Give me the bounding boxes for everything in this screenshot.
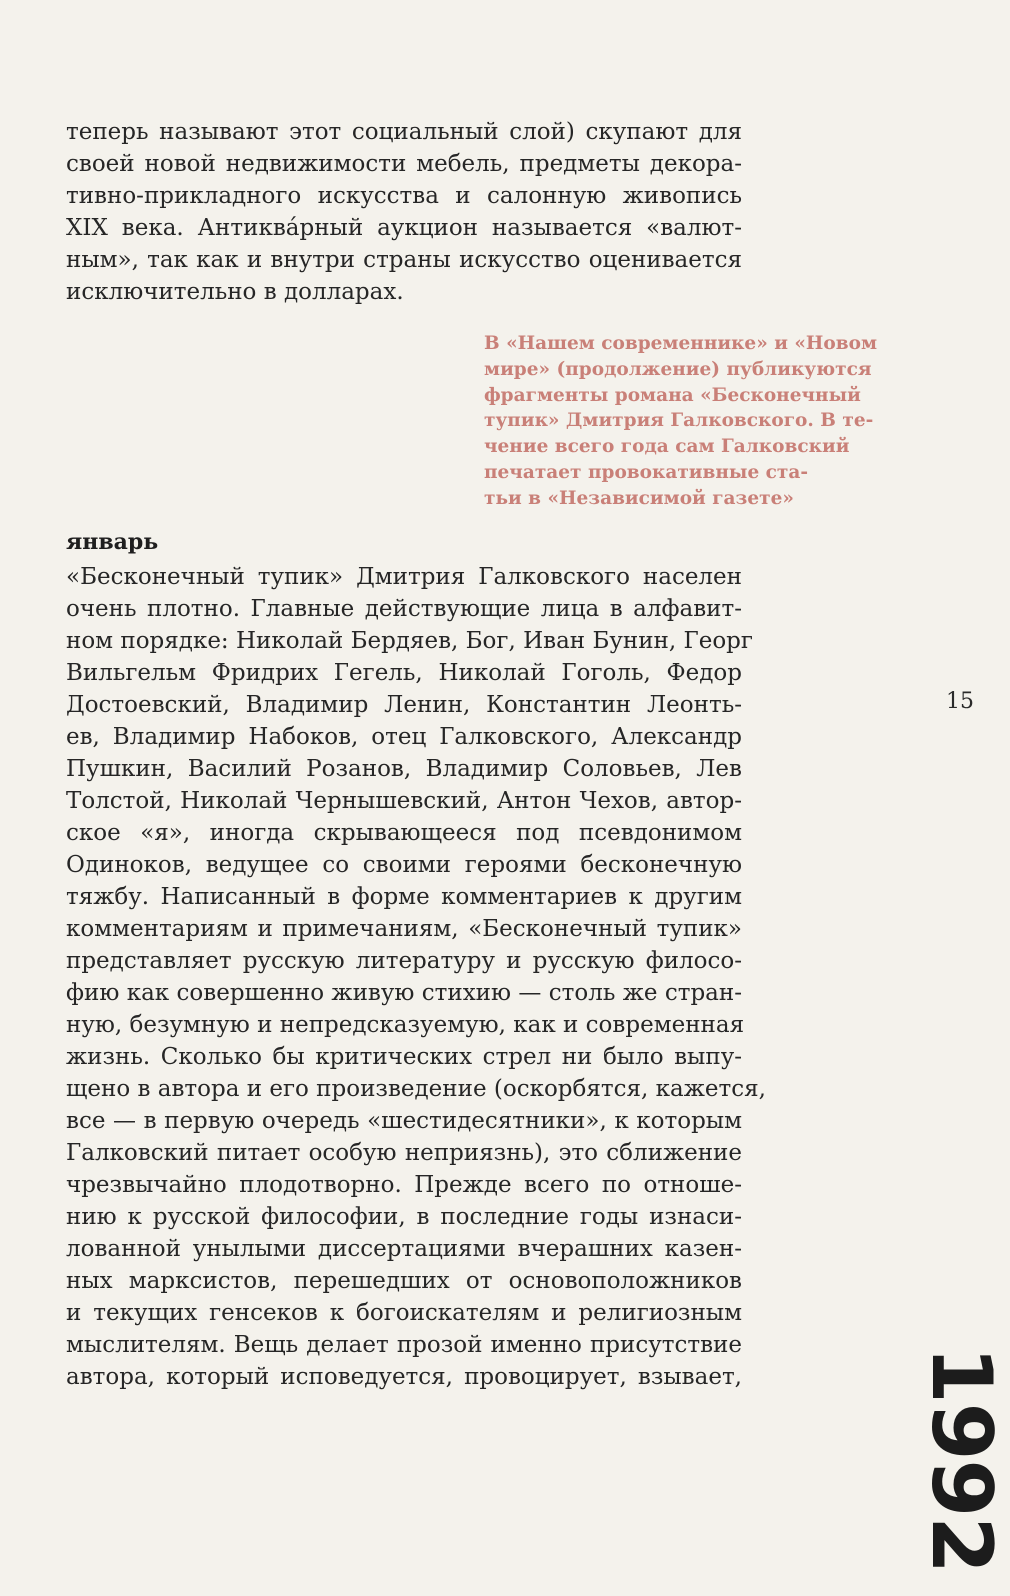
text-line: XIX века. Антиквáрный аукцион называется «валют-	[66, 215, 742, 241]
text-line: тяжбу. Написанный в форме комментариев к другим	[66, 884, 742, 910]
text-line: тивно-прикладного искусства и салонную живопись	[66, 183, 742, 209]
note-line: В «Нашем современнике» и «Новом	[484, 333, 878, 354]
text-line: «Бесконечный тупик» Дмитрия Галковского населен	[66, 564, 742, 590]
text-line: щено в автора и его произведение (оскорбятся, кажется,	[66, 1076, 766, 1102]
top-paragraph	[66, 116, 742, 308]
page-number: 15	[946, 689, 974, 714]
note-line: тупик» Дмитрия Галковского. В те-	[484, 410, 874, 432]
year-label: 1992	[913, 1346, 1010, 1574]
note-line: мире» (продолжение) публикуются	[484, 358, 872, 380]
text-line: и текущих генсеков к богоискателям и религиозным	[66, 1300, 742, 1326]
text-line: теперь называют этот социальный слой) скупают для	[66, 119, 742, 145]
note-line: чение всего года сам Галковский	[484, 436, 850, 458]
text-line: ным», так как и внутри страны искусство оценивается	[66, 247, 742, 273]
note-line: фрагменты романа «Бесконечный	[484, 384, 861, 406]
text-line: нию к русской философии, в последние годы изнаси-	[66, 1204, 742, 1230]
text-line: своей новой недвижимости мебель, предметы декора-	[66, 151, 742, 177]
text-line: жизнь. Сколько бы критических стрел ни было выпу-	[66, 1044, 742, 1070]
text-line: Пушкин, Василий Розанов, Владимир Соловьев, Лев	[66, 756, 742, 782]
text-line: представляет русскую литературу и русскую филосо-	[66, 948, 742, 974]
text-line: исключительно в долларах.	[66, 279, 404, 305]
text-line: очень плотно. Главные действующие лица в алфавит-	[66, 596, 742, 622]
note-line: тьи в «Независимой газете»	[484, 487, 794, 509]
text-line: комментариям и примечаниям, «Бесконечный тупик»	[66, 916, 742, 942]
text-line: ную, безумную и непредсказуемую, как и современная	[66, 1012, 745, 1038]
text-line: Галковский питает особую неприязнь), это сближение	[66, 1140, 742, 1166]
year-marker	[913, 1346, 1010, 1574]
text-line: лованной унылыми диссертациями вчерашних казен-	[66, 1236, 742, 1262]
text-line: фию как совершенно живую стихию — столь же стран-	[66, 980, 742, 1006]
section-heading-january: январь	[66, 529, 159, 555]
text-line: Вильгельм Фридрих Гегель, Николай Гоголь, Федор	[66, 660, 742, 686]
text-line: чрезвычайно плодотворно. Прежде всего по отноше-	[66, 1172, 742, 1198]
text-line: ев, Владимир Набоков, отец Галковского, Александр	[66, 724, 742, 750]
text-line: автора, который исповедуется, провоцирует, взывает,	[66, 1364, 742, 1390]
sidebar-note	[484, 331, 878, 512]
text-line: все — в первую очередь «шестидесятники», к которым	[66, 1108, 742, 1134]
text-line: ское «я», иногда скрывающееся под псевдонимом	[66, 820, 742, 846]
main-paragraph	[66, 561, 766, 1393]
text-line: Одиноков, ведущее со своими героями бесконечную	[66, 852, 742, 878]
text-line: ном порядке: Николай Бердяев, Бог, Иван Бунин, Георг	[66, 628, 753, 654]
text-line: ных марксистов, перешедших от основоположников	[66, 1268, 742, 1294]
text-line: Толстой, Николай Чернышевский, Антон Чехов, автор-	[66, 788, 742, 814]
text-line: мыслителям. Вещь делает прозой именно присутствие	[66, 1332, 742, 1358]
note-line: печатает провокативные ста-	[484, 461, 809, 483]
text-line: Достоевский, Владимир Ленин, Константин Леонть-	[66, 692, 742, 718]
